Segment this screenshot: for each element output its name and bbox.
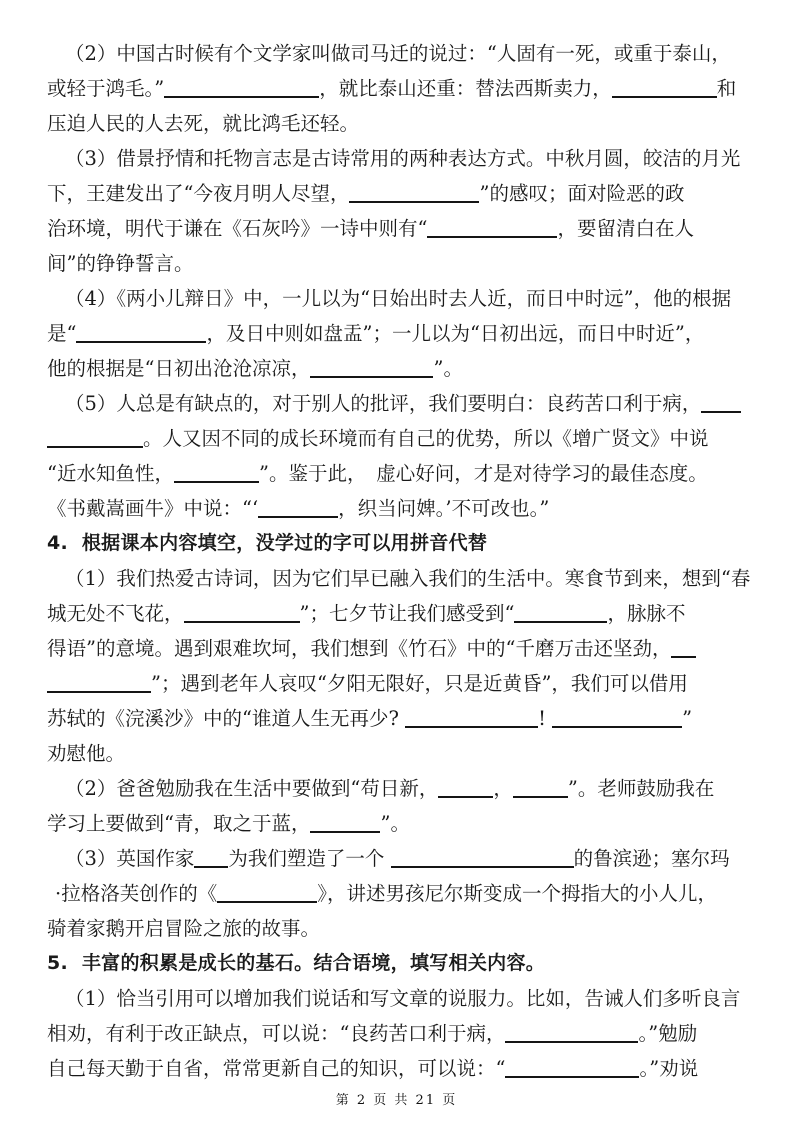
q4-item1-line5 (47, 701, 749, 736)
text-run: ，织当问婢。’不可改也。” (338, 497, 550, 520)
text-run: 5. 丰富的积累是成长的基石。结合语境，填写相关内容。 (47, 952, 546, 974)
item4-line2 (47, 316, 749, 351)
blank-line (310, 358, 433, 378)
text-run: 间”的铮铮誓言。 (47, 252, 194, 275)
blank-line (552, 708, 682, 728)
text-run: 城无处不飞花， (47, 602, 184, 625)
text-run: 治环境，明代于谦在《石灰吟》一诗中则有“ (47, 217, 428, 240)
text-run: ，脉脉不 (607, 602, 686, 625)
blank-line (349, 183, 479, 203)
item5-line1 (47, 386, 749, 421)
item4-line1 (47, 281, 749, 316)
text-run: 。”勉励 (638, 1022, 698, 1045)
text-run: 得语”的意境。遇到艰难坎坷，我们想到《竹石》中的“千磨万击还坚劲， (47, 637, 672, 660)
item5-line4 (47, 491, 749, 526)
q4-item3-line2 (47, 876, 749, 911)
q4-item1-line2 (47, 596, 749, 631)
q4-item1-line6 (47, 736, 749, 771)
q4-item1-line1 (47, 561, 749, 596)
item3-line3 (47, 211, 749, 246)
q4-item1-line3 (47, 631, 749, 666)
item2-line1 (47, 36, 749, 71)
q4-item3-line1 (47, 841, 749, 876)
text-run: 》，讲述男孩尼尔斯变成一个拇指大的小人儿， (317, 882, 717, 905)
text-run: ”；七夕节让我们感受到“ (299, 602, 515, 625)
q5-item1-line3 (47, 1051, 749, 1086)
item3-line2 (47, 176, 749, 211)
q4-item3-line3 (47, 911, 749, 946)
page-footer: 第 2 页 共 21 页 (335, 1093, 458, 1108)
text-run: ”。 (433, 357, 463, 380)
text-run: 。人又因不同的成长环境而有自己的优势，所以《增广贤文》中说 (143, 427, 709, 450)
text-run: ! (538, 707, 553, 730)
blank-line (174, 463, 259, 483)
blank-line (164, 78, 319, 98)
item3-line1 (47, 141, 749, 176)
item2-line3 (47, 106, 749, 141)
text-run: ” (682, 707, 693, 730)
text-run: （2）中国古时候有个文学家叫做司马迁的说过：“人固有一死，或重于泰山， (65, 42, 731, 65)
blank-line (438, 778, 493, 798)
text-run: ，就比泰山还重：替法西斯卖力， (319, 77, 612, 100)
blank-line (505, 1023, 638, 1043)
text-run: ”。 (380, 812, 410, 835)
text-run: ·拉格洛芙创作的《 (55, 882, 218, 905)
question-5-heading (47, 946, 749, 981)
blank-line (310, 813, 380, 833)
text-run: ”。老师鼓励我在 (567, 777, 715, 800)
blank-line (258, 498, 338, 518)
text-run: ，及日中则如盘盂”；一儿以为“日初出远，而日中时近”， (206, 322, 705, 345)
text-run: ， (493, 777, 513, 800)
text-run: （1）恰当引用可以增加我们说话和写文章的说服力。比如，告诫人们多听良言 (65, 987, 741, 1010)
item5-line3 (47, 456, 749, 491)
blank-line (513, 778, 568, 798)
text-run: （3）借景抒情和托物言志是古诗常用的两种表达方式。中秋月圆，皎洁的月光 (65, 147, 741, 170)
text-run: “近水知鱼性， (47, 462, 174, 485)
blank-line (76, 323, 206, 343)
blank-line (427, 218, 557, 238)
text-run: 学习上要做到“青，取之于蓝， (47, 812, 311, 835)
blank-line (671, 638, 696, 658)
text-run: 4. 根据课本内容填空，没学过的字可以用拼音代替 (47, 532, 488, 554)
text-run: ”的感叹；面对险恶的政 (479, 182, 685, 205)
blank-line (47, 673, 151, 693)
item3-line4 (47, 246, 749, 281)
text-run: 的鲁滨逊；塞尔玛 (573, 847, 730, 870)
text-run: ”。鉴于此， 虚心好问，才是对待学习的最佳态度。 (258, 462, 708, 485)
text-run: 是“ (47, 322, 77, 345)
blank-line (184, 603, 300, 623)
q5-item1-line2 (47, 1016, 749, 1051)
item5-line2 (47, 421, 749, 456)
text-run: 为我们塑造了一个 (228, 847, 391, 870)
blank-line (701, 393, 741, 413)
text-run: 下，王建发出了“今夜月明人尽望， (47, 182, 350, 205)
text-run: 或轻于鸿毛。” (47, 77, 165, 100)
blank-line (47, 428, 143, 448)
q4-item1-line4 (47, 666, 749, 701)
text-run: （5）人总是有缺点的，对于别人的批评，我们要明白：良药苦口利于病， (65, 392, 702, 415)
q5-item1-line1 (47, 981, 749, 1016)
item4-line3 (47, 351, 749, 386)
text-run: ，要留清白在人 (557, 217, 694, 240)
q4-item2-line1 (47, 771, 749, 806)
text-run: （4）《两小儿辩日》中，一儿以为“日始出时去人近，而日中时远”，他的根据 (65, 287, 732, 310)
blank-line (405, 708, 538, 728)
text-run: 苏轼的《浣溪沙》中的“谁道人生无再少? (47, 707, 406, 730)
text-run: 相劝，有利于改正缺点，可以说：“良药苦口利于病， (47, 1022, 506, 1045)
text-run: （3）英国作家 (65, 847, 195, 870)
text-run: 骑着家鹅开启冒险之旅的故事。 (47, 917, 321, 940)
item2-line2 (47, 71, 749, 106)
text-run: 自己每天勤于自省，常常更新自己的知识，可以说：“ (47, 1057, 506, 1080)
text-run: （1）我们热爱古诗词，因为它们早已融入我们的生活中。寒食节到来，想到“春 (65, 567, 751, 590)
text-run: 。”劝说 (639, 1057, 699, 1080)
blank-line (194, 848, 228, 868)
text-run: 《书戴嵩画牛》中说：“‘ (47, 497, 259, 520)
text-run: （2）爸爸勉励我在生活中要做到“苟日新， (65, 777, 439, 800)
text-run: 压迫人民的人去死，就比鸿毛还轻。 (47, 112, 360, 135)
text-run: 和 (716, 77, 737, 100)
blank-line (514, 603, 607, 623)
q4-item2-line2 (47, 806, 749, 841)
text-run: ”；遇到老年人哀叹“夕阳无限好，只是近黄昏”，我们可以借用 (151, 672, 688, 695)
blank-line (391, 848, 574, 868)
text-run: 他的根据是“日初出沧沧凉凉， (47, 357, 311, 380)
blank-line (217, 883, 317, 903)
question-4-heading (47, 526, 749, 561)
text-run: 劝慰他。 (47, 742, 126, 765)
blank-line (505, 1058, 639, 1078)
blank-line (612, 78, 717, 98)
